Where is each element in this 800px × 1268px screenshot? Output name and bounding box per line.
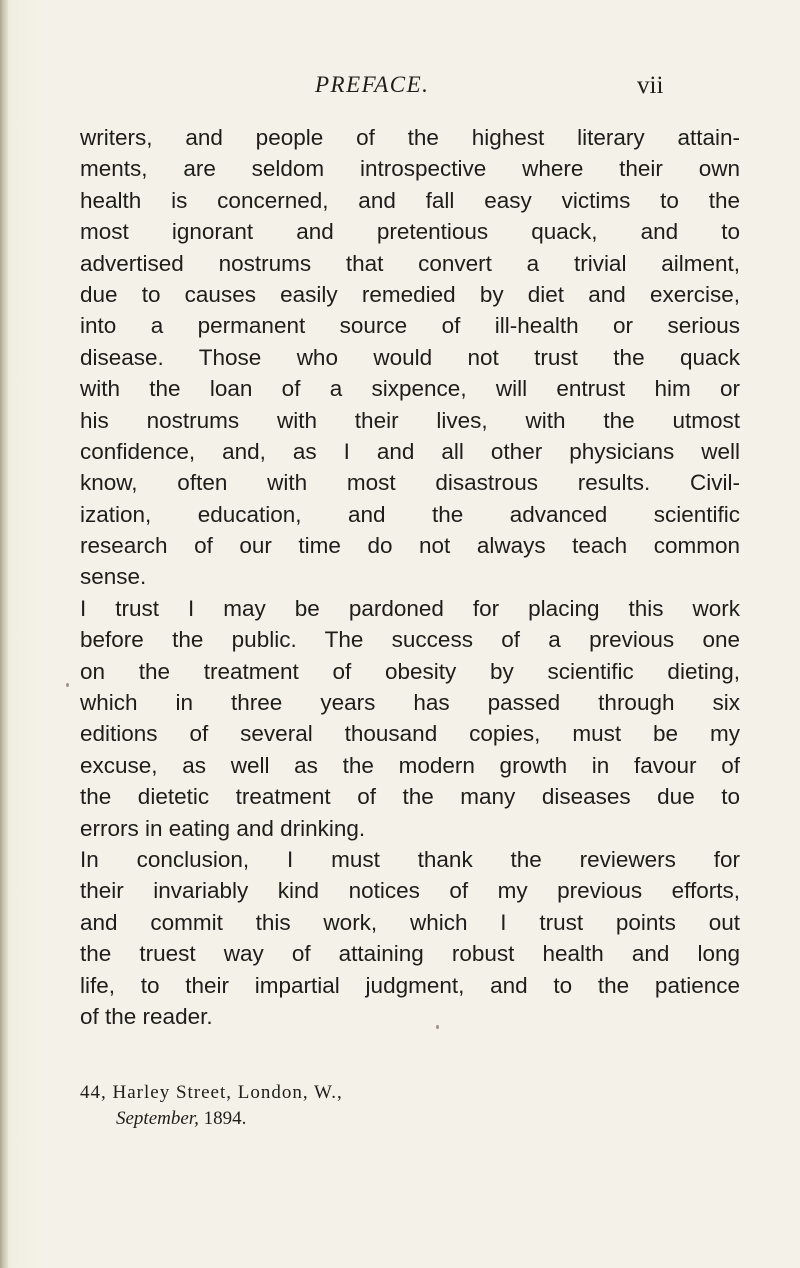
text-line: their invariably kind notices of my previous efforts, [80, 878, 740, 904]
text-line: which in three years has passed through six [80, 690, 740, 716]
text-line: research of our time do not always teach common [80, 533, 740, 559]
text-line: most ignorant and pretentious quack, and to [80, 219, 740, 245]
text-line: his nostrums with their lives, with the utmost [80, 407, 740, 433]
text-line: with the loan of a sixpence, will entrust him or [80, 376, 740, 402]
date-line [80, 1106, 640, 1132]
page-gutter [0, 0, 8, 1268]
print-speck [66, 683, 69, 687]
signature-block [80, 1080, 640, 1132]
author-address: 44, Harley Street, London, W., [80, 1082, 343, 1103]
text-line: ments, are seldom introspective where their own [80, 156, 740, 182]
text-line: writers, and people of the highest literary attain- [80, 125, 740, 150]
paragraph-start: I trust I may be pardoned for placing this work [80, 595, 740, 621]
text-line: the truest way of attaining robust health and long [80, 941, 740, 967]
text-line: errors in eating and drinking. [80, 815, 366, 841]
text-line: due to causes easily remedied by diet and exercise, [80, 281, 740, 307]
print-speck [436, 1025, 439, 1029]
text-line: disease. Those who would not trust the quack [80, 344, 740, 370]
running-title: PREFACE. [315, 72, 430, 97]
text-line: into a permanent source of ill-health or serious [80, 313, 740, 339]
text-line: before the public. The success of a previous one [80, 627, 740, 653]
date-month: September, [116, 1108, 199, 1129]
text-line: editions of several thousand copies, must be my [80, 721, 740, 747]
text-line: ization, education, and the advanced scientific [80, 501, 740, 527]
text-line: confidence, and, as I and all other physicians well [80, 438, 740, 464]
text-line: life, to their impartial judgment, and to the patience [80, 972, 740, 998]
text-line: sense. [80, 564, 147, 590]
text-line: and commit this work, which I trust points out [80, 909, 740, 935]
text-line: on the treatment of obesity by scientific dieting, [80, 658, 740, 684]
preface-text [80, 122, 740, 1032]
page-number: vii [637, 72, 664, 99]
text-line: know, often with most disastrous results. Civil- [80, 470, 740, 496]
text-line: of the reader. [80, 1003, 213, 1029]
text-line: health is concerned, and fall easy victims to the [80, 187, 740, 213]
text-line: the dietetic treatment of the many diseases due to [80, 784, 740, 810]
running-head [0, 72, 800, 106]
text-line: advertised nostrums that convert a trivial ailment, [80, 250, 740, 276]
text-line: excuse, as well as the modern growth in favour of [80, 752, 740, 778]
date-year: 1894. [203, 1108, 247, 1129]
paragraph-start: In conclusion, I must thank the reviewers for [80, 846, 740, 872]
